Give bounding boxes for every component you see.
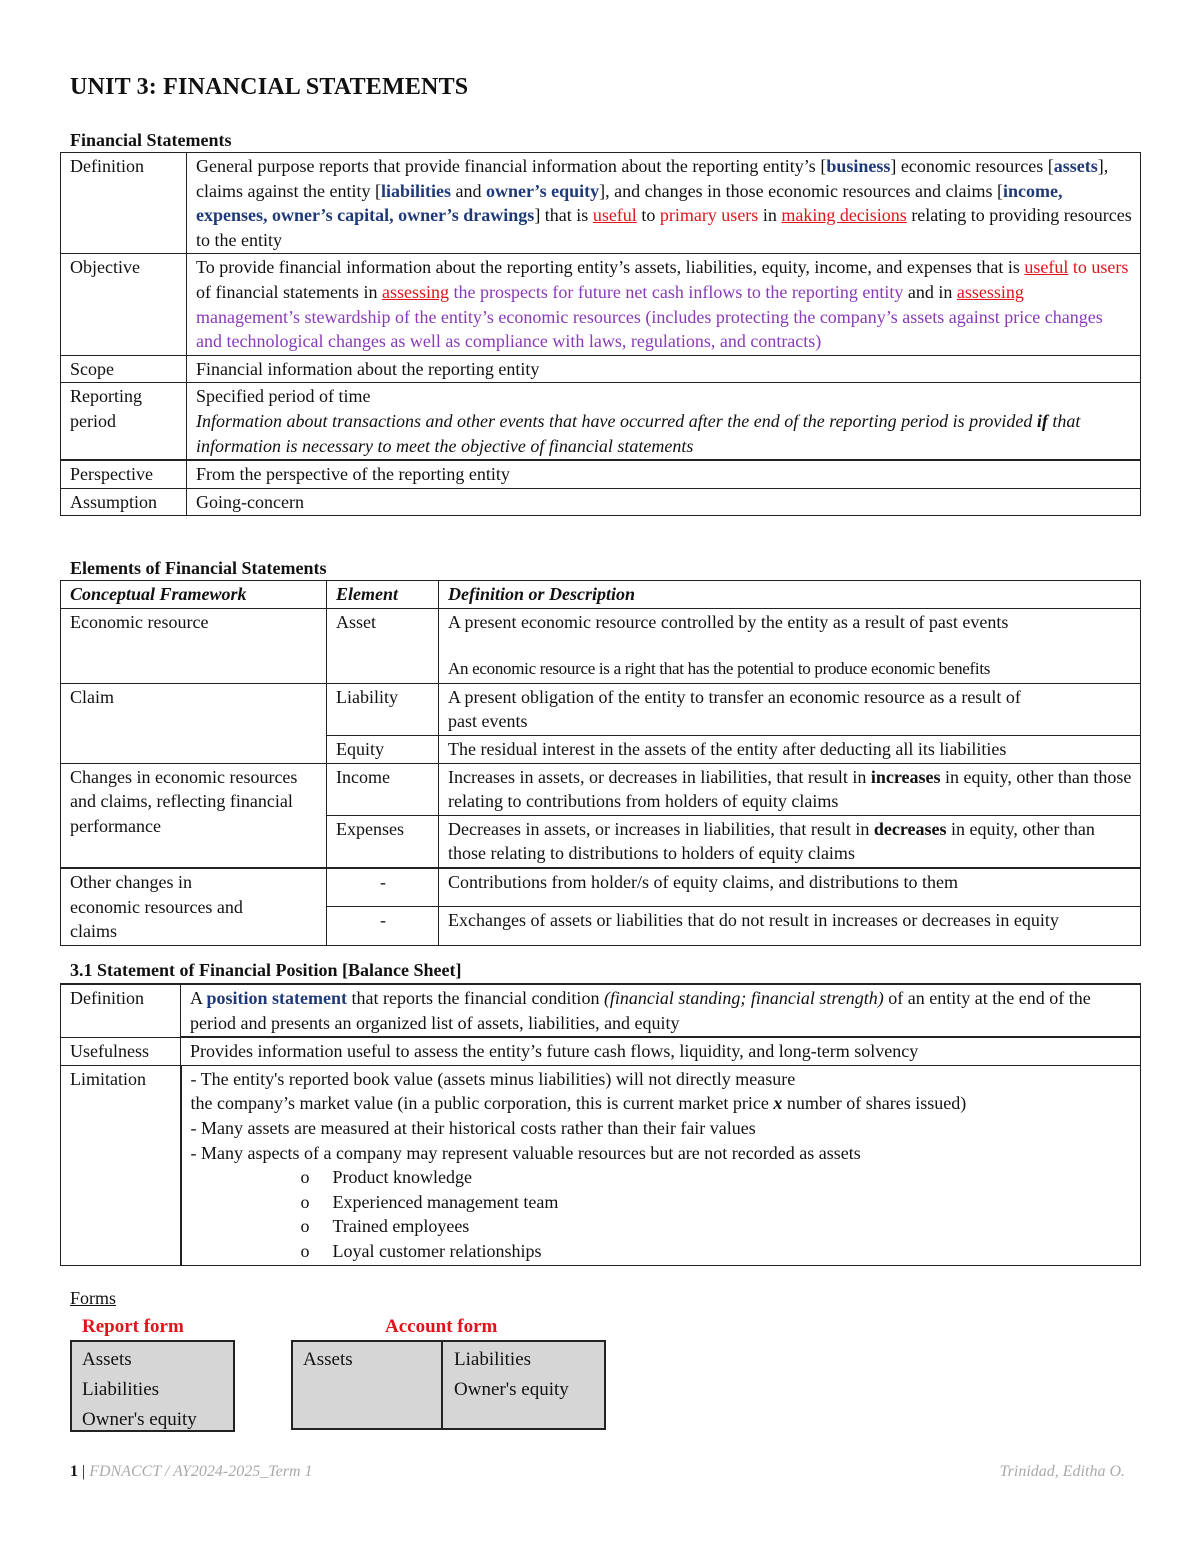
row-label: Definition	[61, 153, 187, 254]
table-row	[61, 868, 1141, 907]
row-label: Assumption	[61, 488, 187, 516]
financial-statements-table	[60, 152, 1141, 516]
definition-cell: A position statement that reports the financial condition (financial standing; financial strength) of an entity at the end of the period and presents an organized list of assets, liabilities, and equity	[181, 984, 1141, 1037]
objective-cell: To provide financial information about the reporting entity’s assets, liabilities, equity, income, and expenses that is useful to users of financial statements in assessing the prospects for future net cash inflows to the reporting entity and in assessing management’s stewardship of the entity’s economic resources (includes protecting the company’s assets against price changes and technological changes as well as compliance with laws, regulations, and contracts)	[187, 254, 1141, 355]
row-value: Going-concern	[187, 488, 1141, 516]
page-footer-author: Trinidad, Editha O.	[999, 1463, 1125, 1480]
definition-cell: General purpose reports that provide financial information about the reporting entity’s [business] economic resources [assets], claims against the entity [liabilities and owner’s equity], and changes in those economic resources and claims [income, expenses, owner’s capital, owner’s drawings] that is useful to primary users in making decisions relating to providing resources to the entity	[187, 153, 1141, 254]
table-row	[61, 683, 1141, 735]
list-item: o Experienced management team	[301, 1190, 1133, 1215]
element-cell: Income	[327, 763, 439, 815]
element-cell: -	[327, 868, 439, 907]
definition-cell: A present obligation of the entity to transfer an economic resource as a result of past events	[439, 683, 1141, 735]
definition-cell: Increases in assets, or decreases in liabilities, that result in increases in equity, other than those relating to contributions from holders of equity claims	[439, 763, 1141, 815]
framework-cell: Claim	[61, 683, 327, 763]
report-form-item: Liabilities	[82, 1379, 160, 1400]
forms-label: Forms	[70, 1288, 117, 1308]
sfp-heading: 3.1 Statement of Financial Position [Balance Sheet]	[70, 960, 462, 980]
column-header: Definition or Description	[439, 581, 1141, 609]
element-cell: -	[327, 907, 439, 945]
table-row	[61, 355, 1141, 383]
framework-cell: Economic resource	[61, 608, 327, 683]
table-row	[61, 153, 1141, 254]
table-row	[61, 1065, 1141, 1265]
account-form-box	[291, 1340, 606, 1430]
list-item: o Loyal customer relationships	[301, 1239, 1133, 1264]
elements-heading: Elements of Financial Statements	[70, 558, 327, 578]
reporting-period-cell: Specified period of time Information about transactions and other events that have occurred after the end of the reporting period is provided if that information is necessary to meet the objective of financial statements	[187, 383, 1141, 460]
table-row	[61, 383, 1141, 460]
framework-cell: Other changes in economic resources and claims	[61, 868, 327, 945]
framework-cell: Changes in economic resources and claims, reflecting financial performance	[61, 763, 327, 868]
definition-cell: Exchanges of assets or liabilities that do not result in increases or decreases in equity	[439, 907, 1141, 945]
account-form-title: Account form	[385, 1316, 498, 1337]
table-header-row	[61, 581, 1141, 609]
table-row	[61, 984, 1141, 1037]
table-row	[61, 460, 1141, 488]
limitation-bullets	[191, 1165, 1133, 1263]
account-form-left: Assets	[293, 1342, 443, 1428]
report-form-item: Assets	[82, 1349, 132, 1370]
list-item: o Product knowledge	[301, 1165, 1133, 1190]
report-form-box	[70, 1340, 235, 1432]
column-header: Conceptual Framework	[61, 581, 327, 609]
row-label: Reporting period	[61, 383, 187, 460]
element-cell: Expenses	[327, 815, 439, 868]
table-row	[61, 763, 1141, 815]
definition-cell: The residual interest in the assets of the entity after deducting all its liabilities	[439, 735, 1141, 763]
table-row	[61, 1037, 1141, 1065]
row-label: Limitation	[61, 1065, 181, 1265]
definition-cell: Decreases in assets, or increases in liabilities, that result in decreases in equity, other than those relating to distributions to holders of equity claims	[439, 815, 1141, 868]
page-footer-left: 1 | FDNACCT / AY2024-2025_Term 1	[70, 1463, 313, 1480]
row-label: Definition	[61, 984, 181, 1037]
page-number: 1	[70, 1463, 78, 1480]
elements-table	[60, 580, 1141, 946]
financial-statements-heading: Financial Statements	[70, 130, 232, 150]
report-form-item: Owner's equity	[82, 1409, 197, 1430]
list-item: o Trained employees	[301, 1214, 1133, 1239]
account-form-right: Liabilities Owner's equity	[454, 1349, 569, 1400]
row-label: Perspective	[61, 460, 187, 488]
sfp-table	[60, 983, 1141, 1266]
table-row	[61, 608, 1141, 683]
element-cell: Liability	[327, 683, 439, 735]
row-label: Usefulness	[61, 1037, 181, 1065]
table-row	[61, 488, 1141, 516]
limitation-cell: - The entity's reported book value (assets minus liabilities) will not directly measure the company’s market value (in a public corporation, this is current market price x number of shares issued) - Many assets are measured at their historical costs rather than their fair values - Many aspects of a company may represent valuable resources but are not recorded as assets o Product knowledge o Experienced management team o Trained employees o Loyal customer relationships	[181, 1065, 1141, 1265]
column-header: Element	[327, 581, 439, 609]
row-value: Provides information useful to assess the entity’s future cash flows, liquidity, and long-term solvency	[181, 1037, 1141, 1065]
element-cell: Asset	[327, 608, 439, 683]
element-cell: Equity	[327, 735, 439, 763]
row-label: Objective	[61, 254, 187, 355]
report-form-title: Report form	[82, 1316, 184, 1337]
definition-cell: Contributions from holder/s of equity claims, and distributions to them	[439, 868, 1141, 907]
row-value: Financial information about the reporting entity	[187, 355, 1141, 383]
row-label: Scope	[61, 355, 187, 383]
row-value: From the perspective of the reporting entity	[187, 460, 1141, 488]
table-row	[61, 254, 1141, 355]
definition-cell: A present economic resource controlled by the entity as a result of past events An economic resource is a right that has the potential to produce economic benefits	[439, 608, 1141, 683]
page-title: UNIT 3: FINANCIAL STATEMENTS	[70, 74, 469, 100]
course-code: FDNACCT / AY2024-2025_Term 1	[89, 1463, 313, 1480]
